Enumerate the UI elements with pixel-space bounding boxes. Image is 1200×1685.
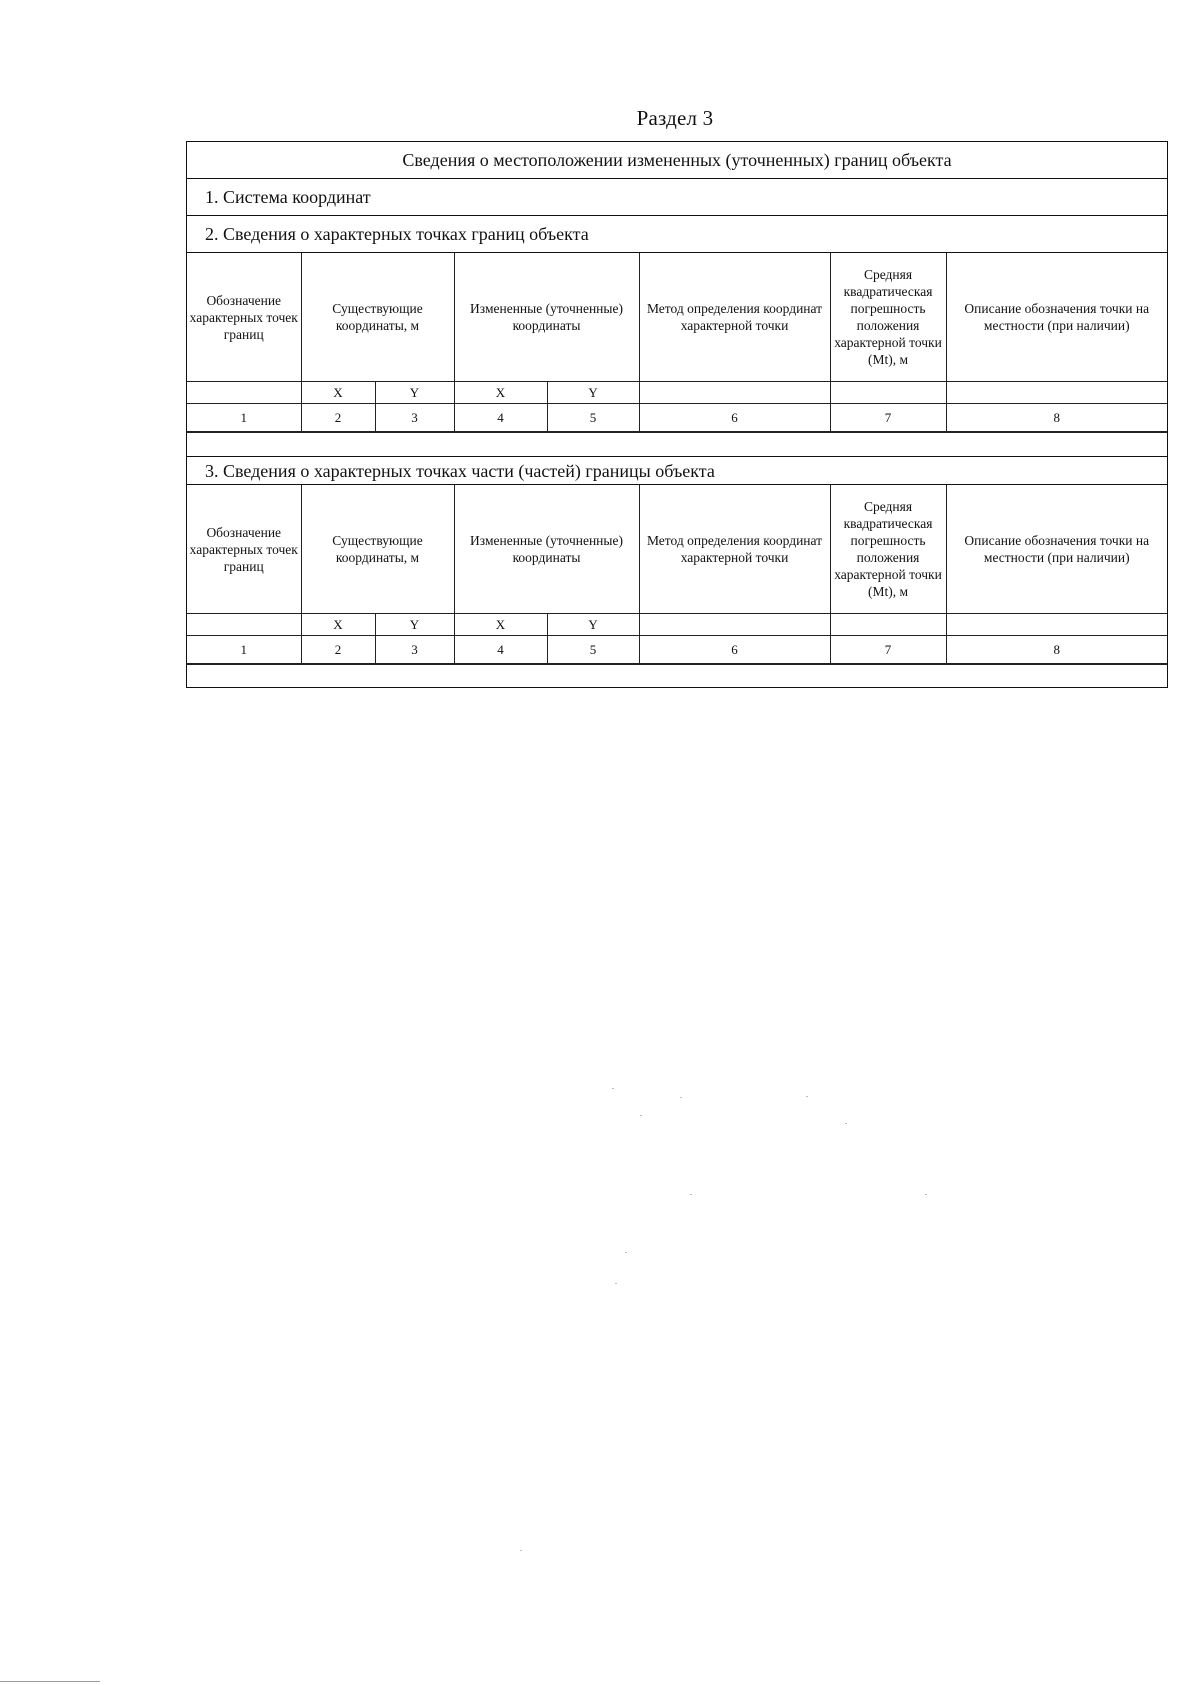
xy-cell-empty (639, 614, 830, 636)
col-number: 6 (639, 636, 830, 664)
col-header-method: Метод определения координат характерной точки (639, 485, 830, 614)
existing-x-header: X (301, 382, 375, 404)
col-header-point-designation: Обозначение характерных точек границ (187, 485, 301, 614)
part-boundary-points-table (187, 485, 1167, 664)
col-header-description: Описание обозначения точки на местности (при наличии) (946, 485, 1167, 614)
boundary-points-table (187, 253, 1167, 432)
col-number: 7 (830, 404, 946, 432)
coordinate-system-row: 1. Система координат (187, 179, 1167, 216)
xy-cell-empty (639, 382, 830, 404)
col-header-description: Описание обозначения точки на местности (при наличии) (946, 253, 1167, 382)
col-header-method: Метод определения координат характерной точки (639, 253, 830, 382)
part-boundary-points-heading: 3. Сведения о характерных точках части (частей) границы объекта (187, 457, 1167, 485)
col-number: 5 (547, 404, 639, 432)
col-number: 7 (830, 636, 946, 664)
existing-y-header: Y (375, 614, 454, 636)
col-number: 5 (547, 636, 639, 664)
existing-y-header: Y (375, 382, 454, 404)
changed-x-header: X (454, 382, 547, 404)
changed-y-header: Y (547, 614, 639, 636)
col-header-changed-coords: Измененные (уточненные) координаты (454, 485, 639, 614)
col-header-point-designation: Обозначение характерных точек границ (187, 253, 301, 382)
col-number: 8 (946, 636, 1167, 664)
col-number: 3 (375, 636, 454, 664)
col-number: 8 (946, 404, 1167, 432)
empty-data-row (187, 432, 1167, 457)
section-title: Раздел 3 (636, 106, 714, 130)
col-number: 2 (301, 636, 375, 664)
col-header-changed-coords: Измененные (уточненные) координаты (454, 253, 639, 382)
col-number: 4 (454, 404, 547, 432)
boundary-points-heading: 2. Сведения о характерных точках границ объекта (187, 216, 1167, 253)
xy-cell-empty (187, 614, 301, 636)
col-number: 2 (301, 404, 375, 432)
scan-edge-mark (0, 1681, 100, 1682)
xy-cell-empty (946, 614, 1167, 636)
col-number: 1 (187, 636, 301, 664)
col-number: 1 (187, 404, 301, 432)
xy-cell-empty (830, 382, 946, 404)
changed-y-header: Y (547, 382, 639, 404)
table-title: Сведения о местоположении измененных (уточненных) границ объекта (187, 142, 1167, 179)
col-header-existing-coords: Существующие координаты, м (301, 485, 454, 614)
xy-cell-empty (830, 614, 946, 636)
xy-cell-empty (187, 382, 301, 404)
col-number: 3 (375, 404, 454, 432)
col-number: 4 (454, 636, 547, 664)
changed-x-header: X (454, 614, 547, 636)
empty-data-row (187, 664, 1167, 687)
col-header-mean-error: Средняя квадратическая погрешность положения характерной точки (Mt), м (830, 485, 946, 614)
col-header-existing-coords: Существующие координаты, м (301, 253, 454, 382)
boundary-info-table (186, 141, 1168, 688)
col-header-mean-error: Средняя квадратическая погрешность положения характерной точки (Mt), м (830, 253, 946, 382)
col-number: 6 (639, 404, 830, 432)
xy-cell-empty (946, 382, 1167, 404)
existing-x-header: X (301, 614, 375, 636)
